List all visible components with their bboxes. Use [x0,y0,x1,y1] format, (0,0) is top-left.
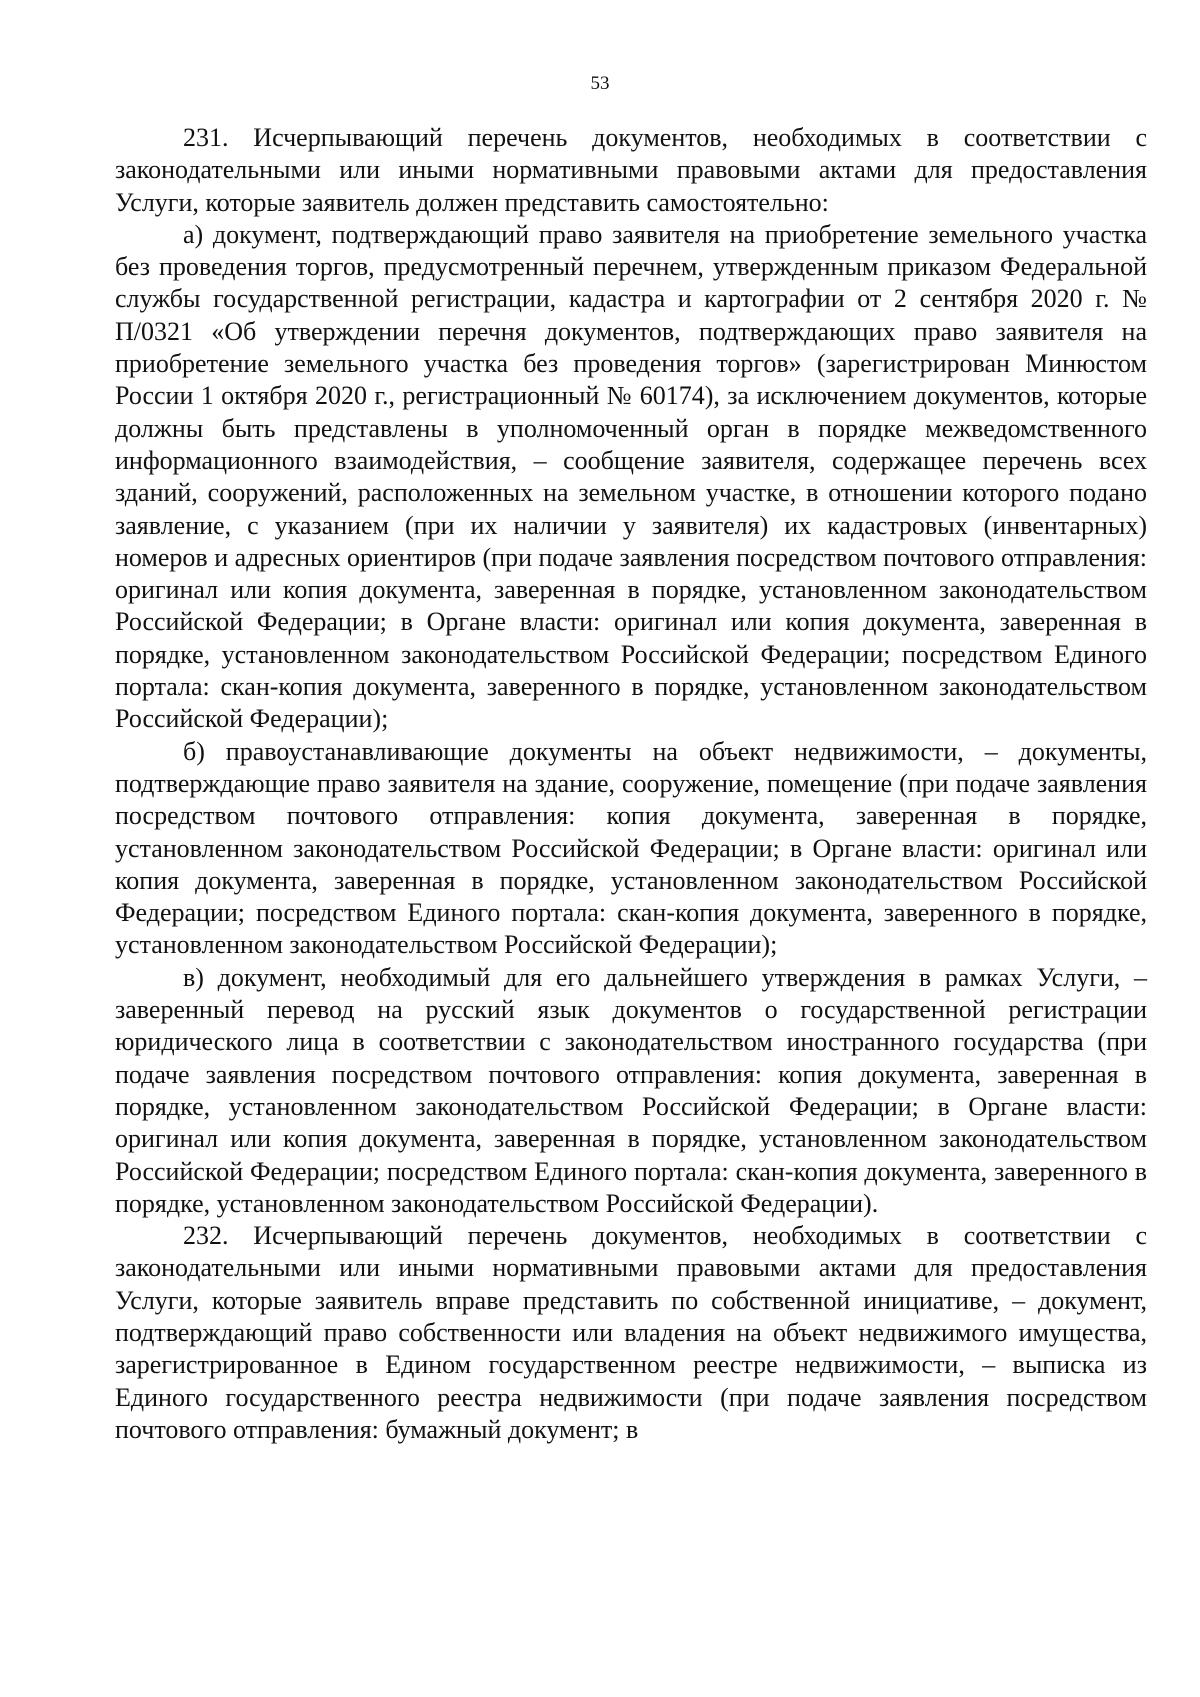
document-body [115,122,1147,1446]
page-number: 53 [590,73,610,94]
paragraph-231: 231. Исчерпывающий перечень документов, необходимых в соответствии с законодательными или иными нормативными правовыми актами для предоставления Услуги, которые заявитель должен представить самостоятельно: [115,123,1147,217]
paragraph-231-a: а) документ, подтверждающий право заявителя на приобретение земельного участка без проведения торгов, предусмотренный перечнем, утвержденным приказом Федеральной службы государственной регистрации, кадастра и картографии от 2 сентября 2020 г. № П/0321 «Об утверждении перечня документов, подтверждающих право заявителя на приобретение земельного участка без проведения торгов» (зарегистрирован Минюстом России 1 октября 2020 г., регистрационный № 60174), за исключением документов, которые должны быть представлены в уполномоченный орган в порядке межведомственного информационного взаимодействия, – сообщение заявителя, содержащее перечень всех зданий, сооружений, расположенных на земельном участке, в отношении которого подано заявление, с указанием (при их наличии у заявителя) их кадастровых (инвентарных) номеров и адресных ориентиров (при подаче заявления посредством почтового отправления: оригинал или копия документа, заверенная в порядке, установленном законодательством Российской Федерации; в Органе власти: оригинал или копия документа, заверенная в порядке, установленном законодательством Российской Федерации; посредством Единого портала: скан-копия документа, заверенного в порядке, установленном законодательством Российской Федерации); [115,219,1147,734]
paragraph-231-v: в) документ, необходимый для его дальнейшего утверждения в рамках Услуги, – заверенный перевод на русский язык документов о государственной регистрации юридического лица в соответствии с законодательством иностранного государства (при подаче заявления посредством почтового отправления: копия документа, заверенная в порядке, установленном законодательством Российской Федерации; в Органе власти: оригинал или копия документа, заверенная в порядке, установленном законодательством Российской Федерации; посредством Единого портала: скан-копия документа, заверенного в порядке, установленном законодательством Российской Федерации). [115,962,1147,1218]
paragraph-232: 232. Исчерпывающий перечень документов, необходимых в соответствии с законодательными или иными нормативными правовыми актами для предоставления Услуги, которые заявитель вправе представить по собственной инициативе, – документ, подтверждающий право собственности или владения на объект недвижимого имущества, зарегистрированное в Едином государственном реестре недвижимости, – выписка из Единого государственного реестра недвижимости (при подаче заявления посредством почтового отправления: бумажный документ; в [115,1221,1147,1444]
paragraph-231-b: б) правоустанавливающие документы на объект недвижимости, – документы, подтверждающие право заявителя на здание, сооружение, помещение (при подаче заявления посредством почтового отправления: копия документа, заверенная в порядке, установленном законодательством Российской Федерации; в Органе власти: оригинал или копия документа, заверенная в порядке, установленном законодательством Российской Федерации; посредством Единого портала: скан-копия документа, заверенного в порядке, установленном законодательством Российской Федерации); [115,736,1147,960]
